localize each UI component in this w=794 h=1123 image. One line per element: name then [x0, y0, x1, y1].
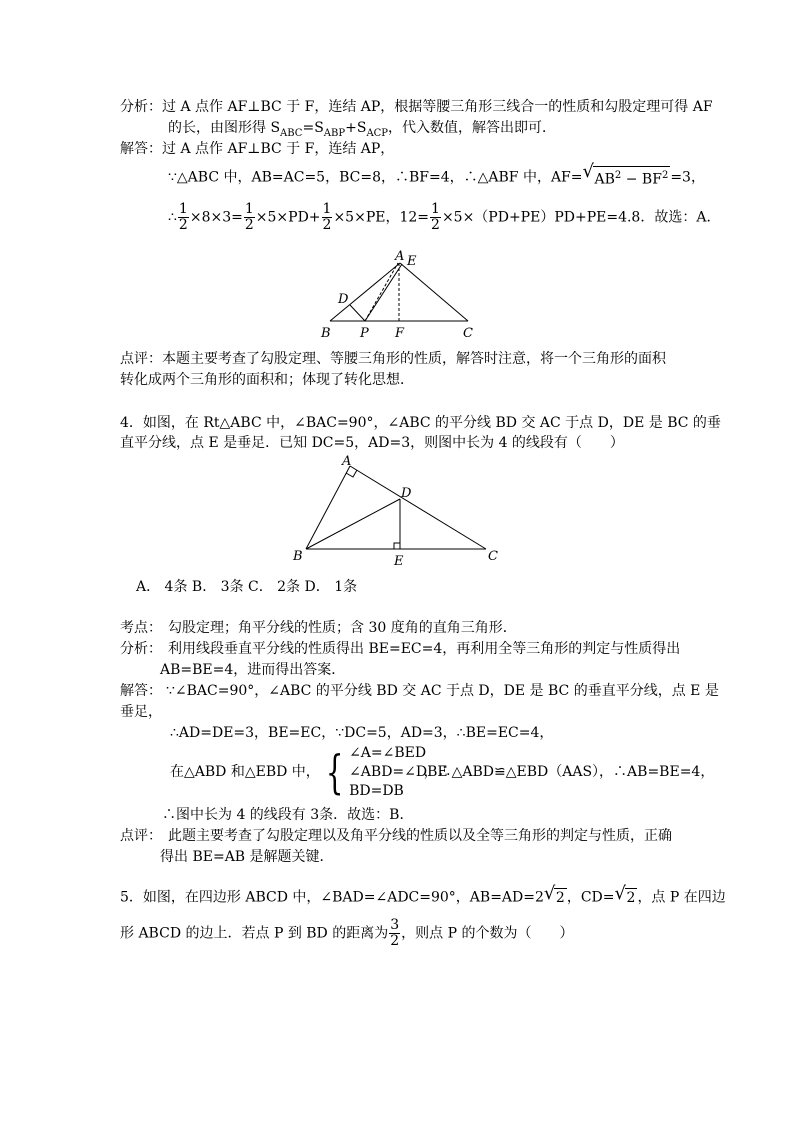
denominator: 2: [322, 217, 332, 233]
solution-text: ×8×3=: [189, 209, 243, 226]
denominator: 2: [431, 217, 440, 233]
solution-text: ×5×PE，12=: [333, 209, 430, 226]
numerator: 3: [390, 917, 400, 933]
segment-ap: [365, 263, 398, 321]
radical-sign: √: [582, 161, 594, 182]
segment-bd: [306, 499, 400, 549]
q4-stem-line1: [120, 414, 721, 432]
question-stem: 形 ABCD 的边上．若点 P 到 BD 的距离为: [120, 925, 389, 942]
segment-pd: [350, 305, 365, 321]
comment-text: 此题主要考查了勾股定理以及角平分线的性质以及全等三角形的判定与性质，正确: [168, 828, 672, 844]
label-e: E: [407, 254, 417, 269]
kaodian-label: 考点：: [120, 620, 162, 636]
radical-sign: √: [614, 883, 626, 904]
q4-triangle-figure: [288, 452, 508, 570]
q4-kaodian-line: [120, 619, 517, 637]
analysis-text: 利用线段垂直平分线的性质得出 BE=EC=4，再利用全等三角形的判定与性质得出: [168, 641, 681, 657]
question-stem: ，点 P 在四边: [637, 889, 726, 906]
sqrt-expression: [543, 883, 567, 907]
condition-1: ∠A=∠BED: [349, 744, 427, 761]
denominator: 2: [390, 933, 400, 949]
numerator: 1: [322, 201, 332, 217]
q3-comment-line1: [120, 350, 666, 368]
radicand: [593, 166, 671, 189]
label-d: D: [401, 486, 412, 501]
q3-solution-line2: [168, 161, 705, 189]
q3-comment-line2: [120, 371, 414, 389]
q4-solution-line3: [170, 724, 553, 742]
analysis-text: AB=BE=4，进而得出答案．: [160, 662, 346, 678]
analysis-text: 过 A 点作 AF⊥BC 于 F，连结 AP，根据等腰三角形三线合一的性质和勾股定理可得 AF: [162, 99, 713, 115]
label-f: F: [395, 326, 405, 341]
radicand: 2: [555, 890, 565, 906]
label-d: D: [338, 292, 349, 307]
question-stem: ，CD=: [566, 889, 615, 906]
solution-text: ×5×PD+: [255, 209, 321, 226]
side-ac: [350, 466, 486, 549]
comment-text: 本题主要考查了勾股定理、等腰三角形的性质，解答时注意，将一个三角形的面积: [162, 351, 666, 367]
question-stem: ，则点 P 的个数为（ ）: [401, 925, 574, 942]
q5-stem-line1: [120, 883, 726, 907]
solution-text: ∵∠BAC=90°，∠ABC 的平分线 BD 交 AC 于点 D，DE 是 BC 的垂直平分线，点 E 是: [166, 683, 719, 699]
fraction: [389, 918, 400, 949]
label-a: A: [342, 454, 352, 469]
q4-analysis-line1: [120, 640, 680, 658]
segment-pe: [365, 264, 402, 321]
numerator: 1: [431, 201, 440, 217]
analysis-text: 的长，由图形得 S: [168, 120, 281, 136]
subscript: ABP: [323, 127, 346, 139]
question-stem: 4．如图，在 Rt△ABC 中，∠BAC=90°，∠ABC 的平分线 BD 交 AC 于点 D，DE 是 BC 的垂: [120, 415, 721, 431]
denominator: 2: [244, 217, 254, 233]
left-brace: {: [325, 745, 344, 799]
label-c: C: [488, 549, 498, 564]
subscript: ACP: [366, 127, 389, 139]
label-b: B: [321, 326, 331, 341]
label-a: A: [395, 249, 405, 264]
exponent: 2: [661, 170, 669, 181]
condition-3: BD=DB: [349, 782, 404, 799]
label-e: E: [394, 554, 404, 569]
solution-text: 垂足，: [120, 704, 162, 720]
solution-text: 过 A 点作 AF⊥BC 于 F，连结 AP，: [162, 141, 395, 157]
comment-text: 得出 BE=AB 是解题关键．: [160, 849, 334, 865]
fraction: [430, 202, 441, 233]
condition-2: ∠ABD=∠DBE: [349, 763, 448, 780]
q4-solution-line5: [162, 806, 413, 824]
q4-analysis-line2: [160, 661, 345, 679]
solution-label: 解答：: [120, 141, 162, 157]
comment-text: 转化成两个三角形的面积和；体现了转化思想．: [120, 372, 414, 388]
side-ac: [400, 263, 468, 321]
analysis-label: 分析：: [120, 99, 162, 115]
q4-congruence-system: [170, 742, 714, 802]
q3-analysis-line1: [120, 98, 713, 116]
solution-text: 在△ABD 和△EBD 中，: [170, 764, 320, 780]
fraction: [322, 202, 333, 233]
radicand: 2: [626, 890, 636, 906]
numerator: 1: [244, 201, 254, 217]
radicand-term: − BF: [621, 171, 662, 188]
solution-text: ×5×（PD+PE）PD+PE=4.8．故选：A．: [441, 209, 721, 226]
denominator: 2: [178, 217, 188, 233]
q4-solution-line1: [120, 682, 719, 700]
q3-solution-line3: [168, 202, 720, 233]
answer-options: A． 4条 B． 3条 C． 2条 D． 1条: [136, 579, 358, 595]
right-angle-mark-e: [394, 543, 400, 549]
therefore-sign: ∴: [168, 209, 177, 226]
solution-text: ∵△ABC 中，AB=AC=5，BC=8，∴BF=4，∴△ABF 中，AF=: [168, 169, 583, 186]
label-p: P: [360, 326, 369, 341]
comment-label: 点评：: [120, 828, 162, 844]
label-b: B: [293, 549, 303, 564]
q5-stem-line2: [120, 918, 573, 949]
solution-text: ，∴△ABD≌△EBD（AAS），∴AB=BE=4，: [423, 764, 715, 780]
label-c: C: [463, 326, 473, 341]
analysis-text: ，代入数值，解答出即可．: [388, 120, 557, 136]
analysis-label: 分析：: [120, 641, 162, 657]
question-stem: 直平分线，点 E 是垂足．已知 DC=5，AD=3，则图中长为 4 的线段有（ ）: [120, 435, 624, 451]
side-ab: [306, 466, 350, 549]
q4-comment-line1: [120, 827, 672, 845]
plus: +S: [345, 120, 367, 136]
comment-label: 点评：: [120, 351, 162, 367]
q4-stem-line2: [120, 434, 624, 452]
q3-solution-line1: [120, 140, 394, 158]
q3-triangle-figure: [310, 248, 490, 343]
subscript: ABC: [280, 127, 303, 139]
solution-label: 解答：: [120, 683, 162, 699]
fraction: [244, 202, 255, 233]
solution-text: ∴AD=DE=3，BE=EC，∵DC=5，AD=3，∴BE=EC=4，: [170, 725, 554, 741]
radical-sign: √: [543, 883, 556, 904]
exponent: 2: [614, 170, 622, 181]
solution-text: =3，: [670, 169, 705, 186]
q4-solution-line2: [120, 703, 162, 721]
equals: =S: [302, 120, 324, 136]
sqrt-expression: [582, 161, 671, 189]
question-stem: 5．如图，在四边形 ABCD 中，∠BAD=∠ADC=90°，AB=AD=2: [120, 889, 544, 906]
fraction: [178, 202, 189, 233]
sqrt-expression: [614, 883, 638, 907]
numerator: 1: [178, 201, 188, 217]
solution-text: ∴图中长为 4 的线段有 3条．故选：B．: [162, 807, 414, 823]
q4-options: [136, 578, 357, 596]
q4-comment-line2: [160, 848, 334, 866]
kaodian-text: 勾股定理；角平分线的性质；含 30 度角的直角三角形．: [168, 620, 517, 636]
radicand-term: AB: [594, 171, 615, 188]
